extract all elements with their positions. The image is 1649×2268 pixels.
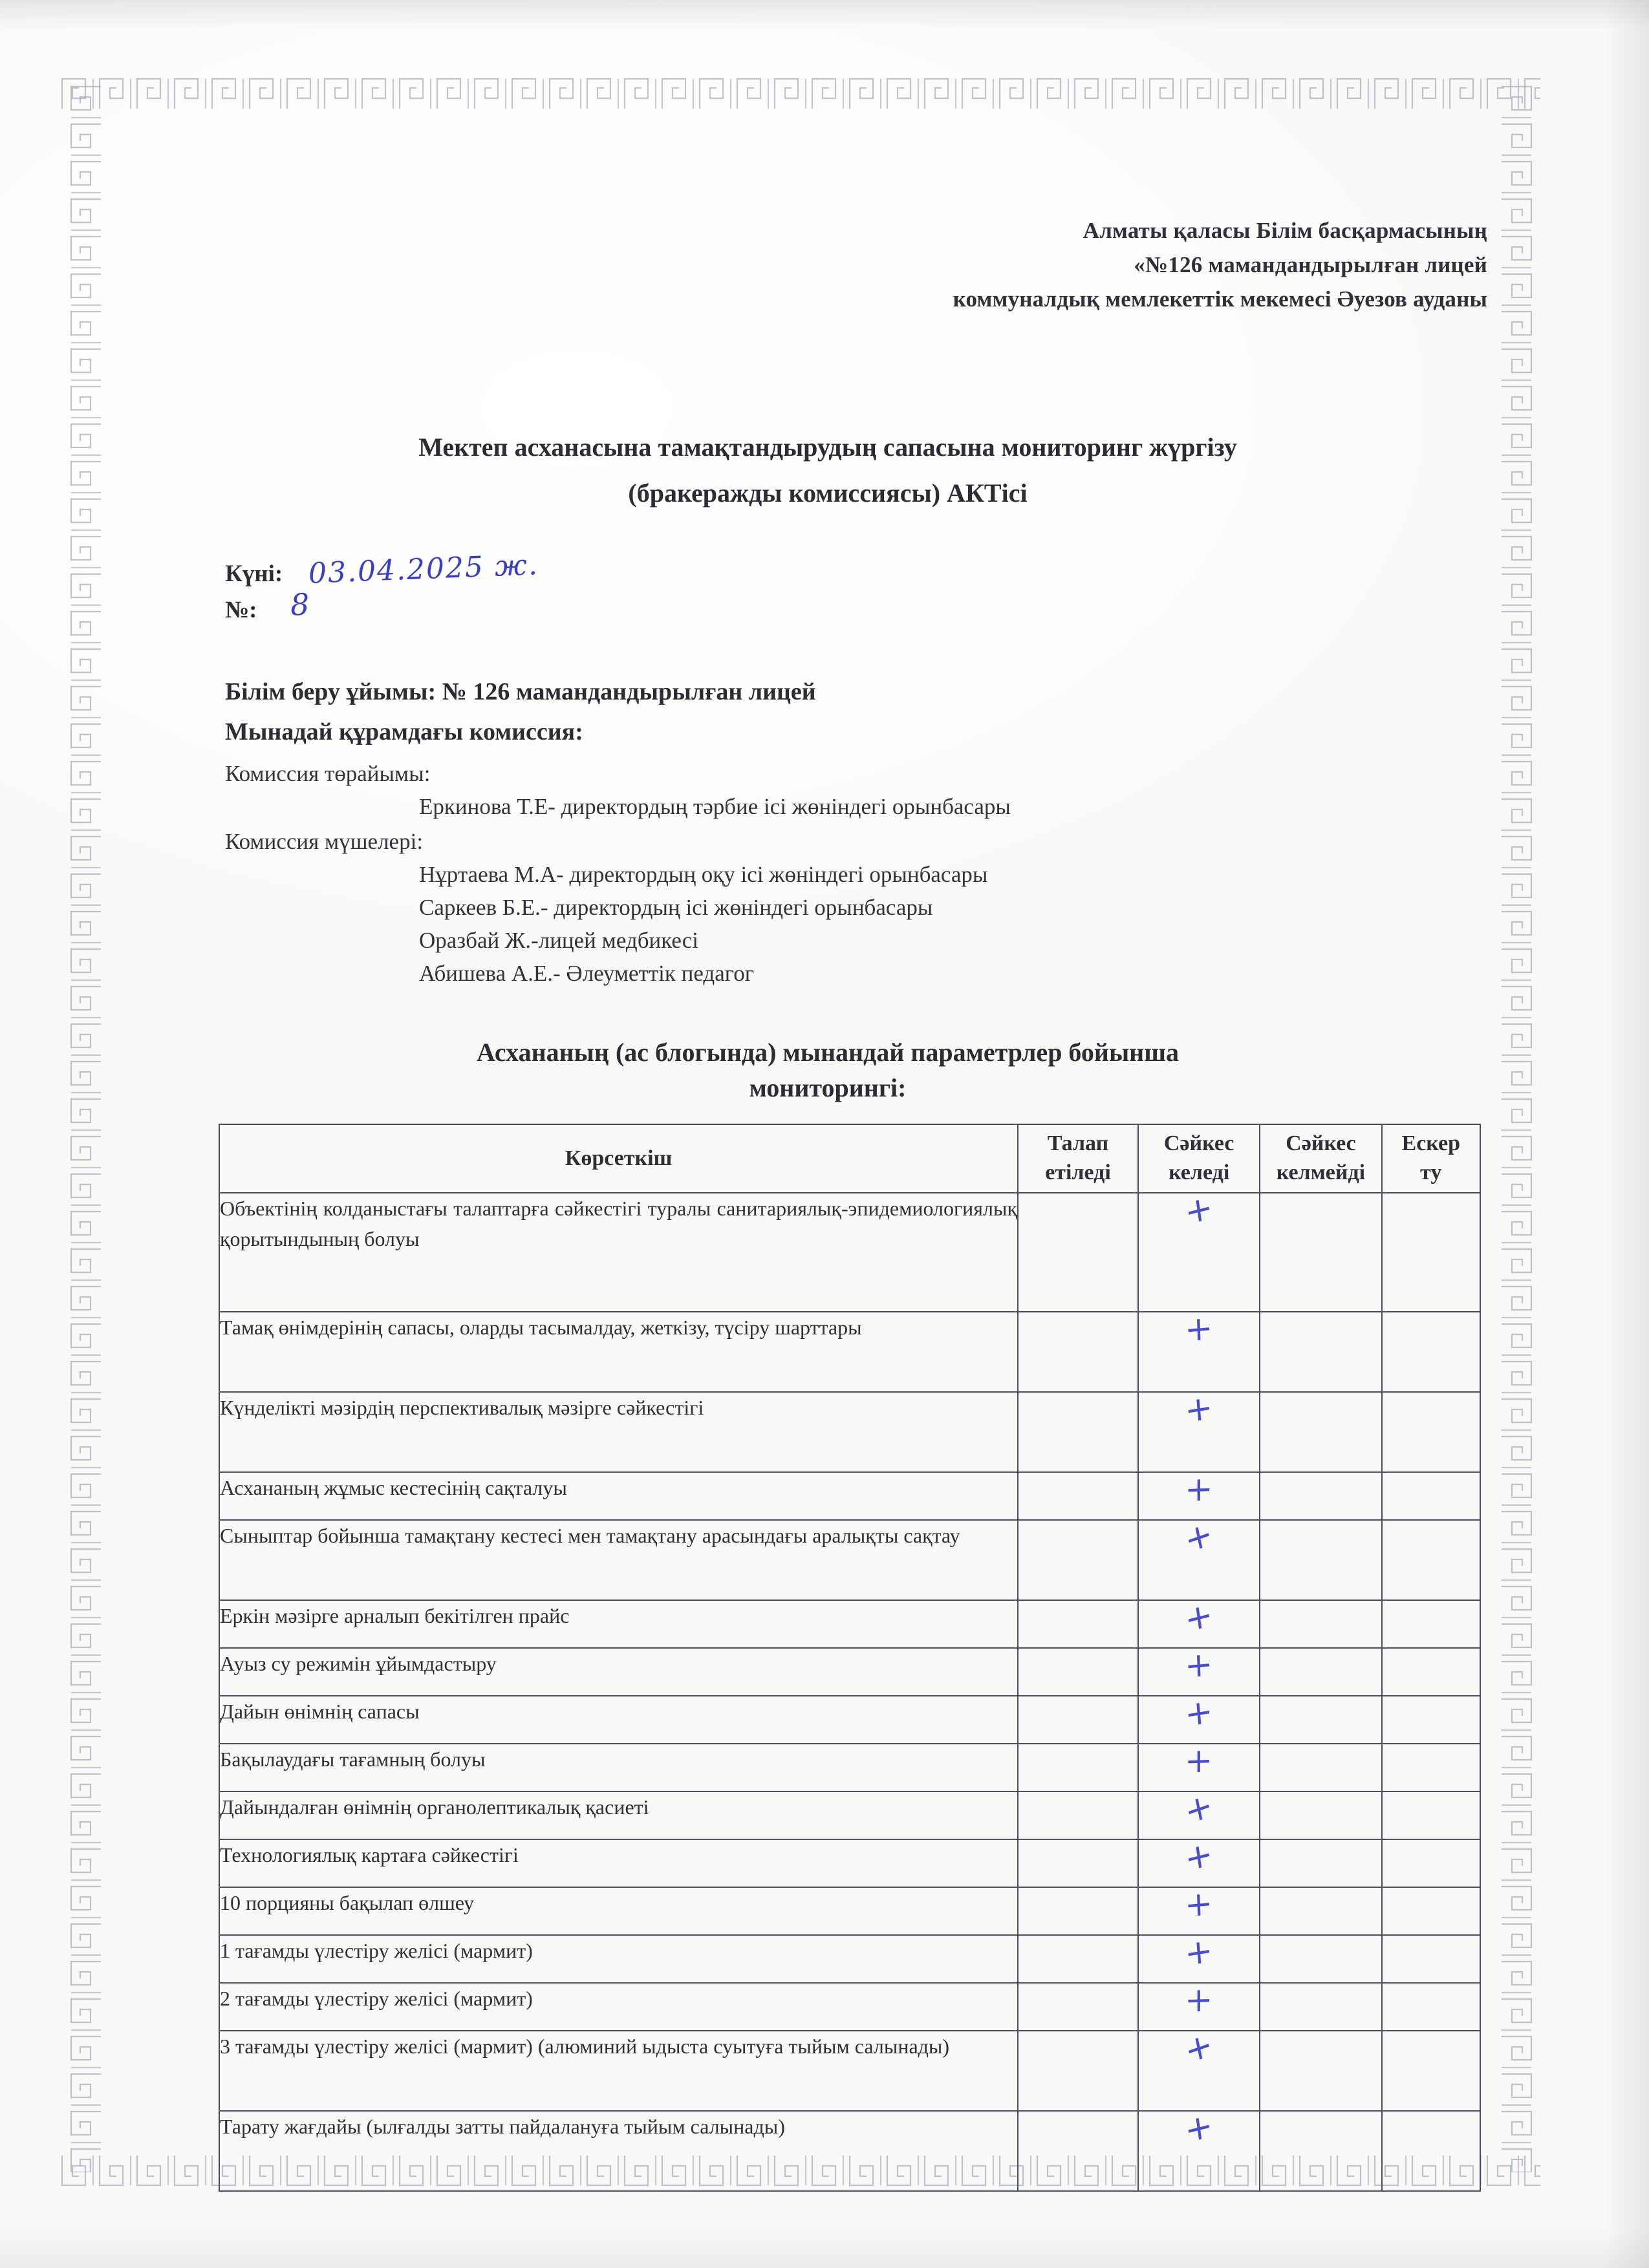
cell-required [1018, 1696, 1138, 1744]
cell-nomatch [1260, 1648, 1381, 1696]
cell-indicator: Ауыз су режимін ұйымдастыру [219, 1648, 1018, 1696]
cell-nomatch [1260, 1935, 1381, 1983]
cell-required [1018, 1193, 1138, 1312]
checkmark-plus: + [1184, 1884, 1214, 1925]
cell-indicator: Технологиялық картаға сәйкестігі [219, 1839, 1018, 1887]
checkmark-plus: + [1182, 1594, 1216, 1641]
cell-required [1018, 2031, 1138, 2111]
table-row [219, 1600, 1480, 1648]
table-row [219, 1983, 1480, 2031]
document-title-line-2: (бракеражды комиссиясы) АКТісі [628, 478, 1028, 508]
cell-indicator: Еркін мәзірге арналып бекітілген прайс [219, 1600, 1018, 1648]
cell-note [1382, 2031, 1480, 2111]
cell-indicator: Дайындалған өнімнің органолептикалық қасиеті [219, 1792, 1018, 1839]
cell-match [1138, 1785, 1260, 1839]
checkmark-plus: + [1184, 1309, 1214, 1350]
cell-note [1382, 1983, 1480, 2031]
checkmark-plus: + [1181, 1785, 1217, 1833]
cell-indicator: 3 тағамды үлестіру желісі (мармит) (алюминий ыдыста суытуға тыйым салынады) [219, 2031, 1018, 2111]
letterhead [737, 213, 1487, 317]
cell-nomatch [1260, 1887, 1381, 1935]
checkmark-plus: + [1185, 1980, 1213, 2020]
cell-note [1382, 1696, 1480, 1744]
checkmark-plus: + [1183, 1931, 1215, 1974]
cell-required [1018, 1520, 1138, 1600]
number-label: №: [225, 597, 257, 623]
table-row [219, 1648, 1480, 1696]
cell-required [1018, 1392, 1138, 1472]
cell-note [1382, 1312, 1480, 1392]
cell-match [1138, 1691, 1260, 1744]
cell-indicator: 10 порцияны бақылап өлшеу [219, 1887, 1018, 1935]
header-match-line-2: келеді [1169, 1161, 1230, 1184]
checkmark-plus: + [1181, 2024, 1217, 2072]
cell-note [1382, 1520, 1480, 1600]
header-required-line-1: Талап [1047, 1131, 1109, 1156]
cell-match [1138, 1741, 1260, 1792]
letterhead-line-3: коммуналдық мемлекеттік мекемесі Әуезов ауданы [953, 286, 1487, 312]
monitoring-section-heading-line-1: Асхананың (ас блогында) мынандай параметрлер бойынша [476, 1038, 1179, 1067]
monitoring-section-heading [194, 1034, 1461, 1106]
table-row [219, 2111, 1480, 2191]
monitoring-table-head [219, 1124, 1480, 1193]
member-1: Нұртаева М.А- директордың оқу ісі жөніндегі орынбасары [419, 862, 988, 887]
header-match [1138, 1124, 1260, 1193]
cell-note [1382, 1839, 1480, 1887]
checkmark-plus: + [1182, 1187, 1216, 1234]
cell-note [1382, 2111, 1480, 2191]
cell-required [1018, 1312, 1138, 1392]
letterhead-line-2: «№126 мамандандырылған лицей [1134, 252, 1487, 278]
header-indicator: Көрсеткіш [219, 1124, 1018, 1193]
checkmark-plus: + [1183, 1387, 1215, 1431]
header-nomatch [1260, 1124, 1381, 1193]
cell-indicator: Объектінің колданыстағы талаптарға сәйкестігі туралы санитариялық-эпидемиологиялық қорытындының болуы [219, 1193, 1018, 1312]
checkmark-plus: + [1184, 1645, 1214, 1686]
cell-nomatch [1260, 1520, 1381, 1600]
table-row [219, 2031, 1480, 2111]
table-row [219, 1472, 1480, 1520]
table-row [219, 1312, 1480, 1392]
cell-required [1018, 1935, 1138, 1983]
cell-match [1138, 1594, 1260, 1648]
cell-indicator: Күнделікті мәзірдің перспективалық мәзірге сәйкестігі [219, 1392, 1018, 1472]
cell-note [1382, 1935, 1480, 1983]
cell-nomatch [1260, 2111, 1381, 2191]
number-row [225, 586, 1389, 625]
date-label: Күні: [225, 561, 283, 587]
letterhead-line-1: Алматы қаласы Білім басқармасының [1083, 218, 1487, 243]
table-row [219, 1887, 1480, 1935]
date-handwritten-value: 03.04.2025 ж. [307, 548, 539, 590]
document-meta-block [225, 548, 1389, 625]
chair-person: Еркинова Т.Е- директордың тәрбие ісі жөніндегі орынбасары [419, 794, 1011, 819]
member-2: Саркеев Б.Е.- директордың ісі жөніндегі орынбасары [419, 895, 933, 920]
header-note-line-1: Ескер [1401, 1131, 1461, 1156]
checkmark-plus: + [1185, 1741, 1213, 1781]
cell-indicator: Асхананың жұмыс кестесінің сақталуы [219, 1472, 1018, 1520]
cell-nomatch [1260, 1792, 1381, 1839]
checkmark-plus: + [1182, 1834, 1216, 1880]
document-title-line-1: Мектеп асханасына тамақтандырудың сапасына мониторинг жүргізу [418, 433, 1237, 462]
date-row [225, 548, 1389, 590]
header-required [1018, 1124, 1138, 1193]
cell-note [1382, 1792, 1480, 1839]
cell-note [1382, 1744, 1480, 1792]
cell-match [1138, 1309, 1260, 1392]
cell-nomatch [1260, 2031, 1381, 2111]
cell-indicator: Тарату жағдайы (ылғалды затты пайдалануға тыйым салынады) [219, 2111, 1018, 2191]
cell-nomatch [1260, 1392, 1381, 1472]
cell-note [1382, 1887, 1480, 1935]
table-row [219, 1696, 1480, 1744]
cell-nomatch [1260, 1600, 1381, 1648]
checkmark-plus: + [1181, 1514, 1217, 1561]
table-row [219, 1392, 1480, 1472]
checkmark-plus: + [1182, 2105, 1216, 2152]
cell-match [1138, 1514, 1260, 1600]
table-row [219, 1520, 1480, 1600]
cell-match [1138, 1187, 1260, 1312]
table-row [219, 1792, 1480, 1839]
cell-note [1382, 1472, 1480, 1520]
cell-required [1018, 1887, 1138, 1935]
header-required-line-2: етіледі [1045, 1161, 1111, 1184]
number-handwritten-value: 8 [289, 586, 312, 623]
cell-required [1018, 2111, 1138, 2191]
cell-nomatch [1260, 1312, 1381, 1392]
cell-indicator: Бақылаудағы тағамның болуы [219, 1744, 1018, 1792]
members-label: Комиссия мүшелері: [225, 829, 424, 854]
monitoring-table [219, 1124, 1481, 2192]
cell-nomatch [1260, 1839, 1381, 1887]
monitoring-section-heading-line-2: мониторингі: [749, 1073, 907, 1103]
cell-required [1018, 1744, 1138, 1792]
cell-match [1138, 1387, 1260, 1472]
cell-note [1382, 1193, 1480, 1312]
table-header-row [219, 1124, 1480, 1193]
organization-label: Білім беру ұйымы: [225, 678, 436, 705]
document-title [194, 427, 1461, 515]
chair-label: Комиссия төрайымы: [225, 761, 431, 786]
organization-value: № 126 мамандандырылған лицей [442, 678, 816, 705]
header-note [1382, 1124, 1480, 1193]
cell-note [1382, 1392, 1480, 1472]
cell-nomatch [1260, 1472, 1381, 1520]
table-row [219, 1744, 1480, 1792]
cell-match [1138, 2024, 1260, 2111]
checkmark-plus: + [1185, 1470, 1213, 1510]
cell-nomatch [1260, 1696, 1381, 1744]
cell-indicator: 1 тағамды үлестіру желісі (мармит) [219, 1935, 1018, 1983]
header-note-line-2: ту [1420, 1161, 1442, 1184]
header-nomatch-line-1: Сәйкес [1286, 1131, 1356, 1156]
cell-match [1138, 1931, 1260, 1983]
cell-indicator: Тамақ өнімдерінің сапасы, оларды тасымалдау, жеткізу, түсіру шарттары [219, 1312, 1018, 1392]
checkmark-plus: + [1183, 1691, 1215, 1735]
commission-roster [225, 758, 1421, 990]
cell-indicator: Дайын өнімнің сапасы [219, 1696, 1018, 1744]
cell-required [1018, 1792, 1138, 1839]
cell-required [1018, 1648, 1138, 1696]
cell-indicator: Сыныптар бойынша тамақтану кестесі мен тамақтану арасындағы аралықты сақтау [219, 1520, 1018, 1600]
header-match-line-1: Сәйкес [1163, 1131, 1234, 1156]
member-4: Абишева А.Е.- Әлеуметтік педагог [419, 961, 755, 986]
table-row [219, 1839, 1480, 1887]
organization-row [225, 678, 816, 706]
cell-match [1138, 1645, 1260, 1696]
cell-match [1138, 1884, 1260, 1935]
cell-match [1138, 2105, 1260, 2191]
cell-note [1382, 1648, 1480, 1696]
cell-nomatch [1260, 1744, 1381, 1792]
cell-note [1382, 1600, 1480, 1648]
cell-indicator: 2 тағамды үлестіру желісі (мармит) [219, 1983, 1018, 2031]
cell-match [1138, 1472, 1260, 1520]
cell-required [1018, 1600, 1138, 1648]
cell-match [1138, 1834, 1260, 1887]
table-row [219, 1935, 1480, 1983]
commission-heading: Мынадай құрамдағы комиссия: [225, 718, 583, 745]
cell-required [1018, 1839, 1138, 1887]
cell-nomatch [1260, 1983, 1381, 2031]
cell-match [1138, 1980, 1260, 2031]
member-3: Оразбай Ж.-лицей медбикесі [419, 928, 699, 953]
cell-required [1018, 1472, 1138, 1520]
table-row [219, 1193, 1480, 1312]
cell-nomatch [1260, 1193, 1381, 1312]
monitoring-table-body [219, 1187, 1480, 2191]
header-nomatch-line-2: келмейді [1276, 1161, 1366, 1184]
cell-required [1018, 1983, 1138, 2031]
